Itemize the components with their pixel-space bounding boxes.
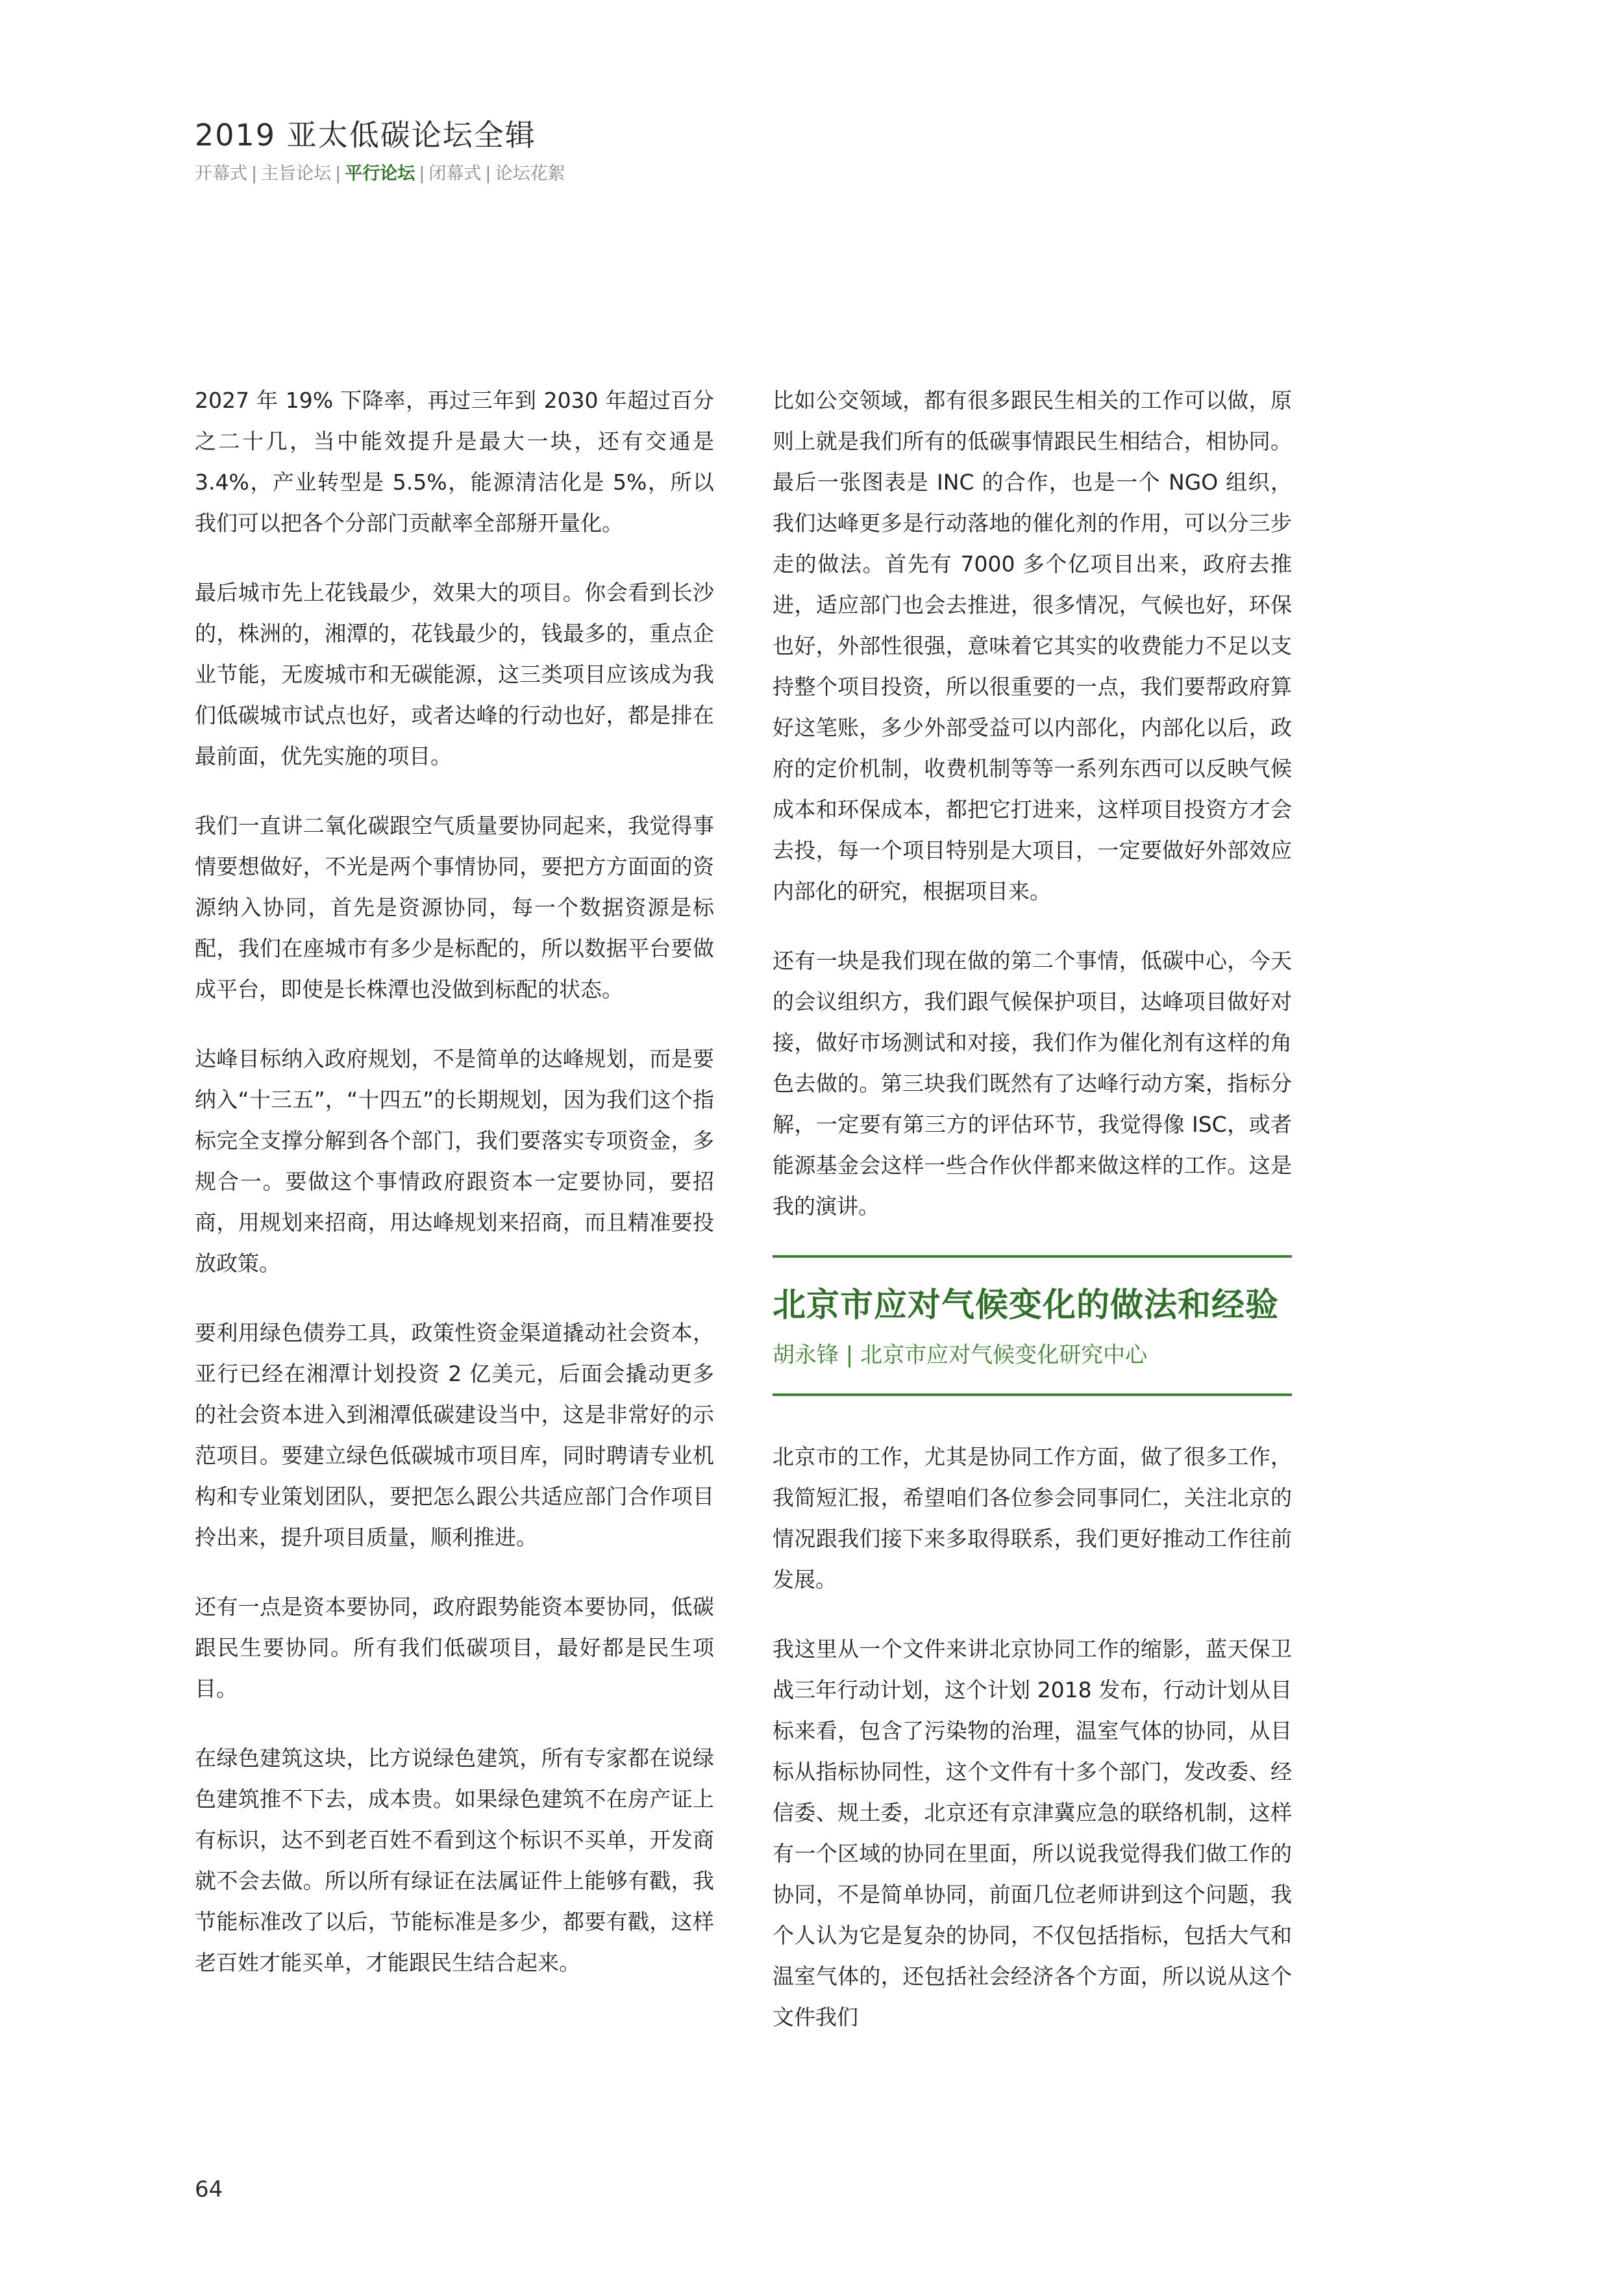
- paragraph: 要利用绿色债券工具，政策性资金渠道撬动社会资本，亚行已经在湘潭计划投资 2 亿美元，后面会撬动更多的社会资本进入到湘潭低碳建设当中，这是非常好的示范项目。要建立绿色低碳城市项目库，同时聘请专业机构和专业策划团队，要把怎么跟公共适应部门合作项目拎出来，提升项目质量，顺利推进。: [195, 1320, 714, 1550]
- nav-separator: |: [251, 164, 258, 184]
- document-title: 2019 亚太低碳论坛全辑: [195, 118, 536, 153]
- nav-item-closing[interactable]: 闭幕式: [428, 164, 482, 184]
- page-number: 64: [195, 2177, 223, 2202]
- section-divider-top: [773, 1255, 1292, 1258]
- paragraph: 最后城市先上花钱最少，效果大的项目。你会看到长沙的，株洲的，湘潭的，花钱最少的，钱最多的，重点企业节能，无废城市和无碳能源，这三类项目应该成为我们低碳城市试点也好，或者达峰的行动也好，都是排在最前面，优先实施的项目。: [195, 580, 714, 769]
- paragraph: 达峰目标纳入政府规划，不是简单的达峰规划，而是要纳入“十三五”，“十四五”的长期规划，因为我们这个指标完全支撑分解到各个部门，我们要落实专项资金，多规合一。要做这个事情政府跟资本一定要协同，要招商，用规划来招商，用达峰规划来招商，而且精准要投放政策。: [195, 1046, 714, 1276]
- nav-separator: |: [419, 164, 425, 184]
- nav-item-keynote[interactable]: 主旨论坛: [261, 164, 332, 184]
- nav-item-opening[interactable]: 开幕式: [195, 164, 247, 184]
- paragraph: 还有一块是我们现在做的第二个事情，低碳中心，今天的会议组织方，我们跟气候保护项目，达峰项目做好对接，做好市场测试和对接，我们作为催化剂有这样的角色去做的。第三块我们既然有了达峰行动方案，指标分解，一定要有第三方的评估环节，我觉得像 ISC，或者能源基金会这样一些合作伙伴都来做这样的工作。这是我的演讲。: [773, 948, 1292, 1219]
- paragraph: 在绿色建筑这块，比方说绿色建筑，所有专家都在说绿色建筑推不下去，成本贵。如果绿色建筑不在房产证上有标识，达不到老百姓不看到这个标识不买单，开发商就不会去做。所以所有绿证在法属证件上能够有戳，我节能标准改了以后，节能标准是多少，都要有戳，这样老百姓才能买单，才能跟民生结合起来。: [195, 1745, 714, 1975]
- nav-item-parallel-forum[interactable]: 平行论坛: [345, 164, 415, 184]
- paragraph: 我这里从一个文件来讲北京协同工作的缩影，蓝天保卫战三年行动计划，这个计划 2018 发布，行动计划从目标来看，包含了污染物的治理，温室气体的协同，从目标从指标协同性，这个文件有十多个部门，发改委、经信委、规土委，北京还有京津冀应急的联络机制，这样有一个区域的协同在里面，所以说我觉得我们做工作的协同，不是简单协同，前面几位老师讲到这个问题，我个人认为它是复杂的协同，不仅包括指标，包括大气和温室气体的，还包括社会经济各个方面，所以说从这个文件我们: [773, 1636, 1292, 2030]
- nav-separator: |: [335, 164, 341, 184]
- nav-item-highlights[interactable]: 论坛花絮: [495, 164, 565, 184]
- nav-separator: |: [485, 164, 491, 184]
- paragraph: 北京市的工作，尤其是协同工作方面，做了很多工作，我简短汇报，希望咱们各位参会同事同仁，关注北京的情况跟我们接下来多取得联系，我们更好推动工作往前发展。: [773, 1444, 1292, 1592]
- section-author: 胡永锋 | 北京市应对气候变化研究中心: [773, 1342, 1148, 1368]
- left-column: [195, 380, 714, 2012]
- paragraph: 比如公交领域，都有很多跟民生相关的工作可以做，原则上就是我们所有的低碳事情跟民生相结合，相协同。最后一张图表是 INC 的合作，也是一个 NGO 组织，我们达峰更多是行动落地的催化剂的作用，可以分三步走的做法。首先有 7000 多个亿项目出来，政府去推进，适应部门也会去推进，很多情况，气候也好，环保也好，外部性很强，意味着它其实的收费能力不足以支持整个项目投资，所以很重要的一点，我们要帮政府算好这笔账，多少外部受益可以内部化，内部化以后，政府的定价机制，收费机制等等一系列东西可以反映气候成本和环保成本，都把它打进来，这样项目投资方才会去投，每一个项目特别是大项目，一定要做好外部效应内部化的研究，根据项目来。: [773, 388, 1292, 904]
- section-divider-bottom: [773, 1393, 1292, 1396]
- paragraph: 还有一点是资本要协同，政府跟势能资本要协同，低碳跟民生要协同。所有我们低碳项目，最好都是民生项目。: [195, 1594, 714, 1701]
- right-column: [773, 380, 1292, 2066]
- section-title: 北京市应对气候变化的做法和经验: [773, 1286, 1280, 1325]
- section-navigation: [195, 159, 565, 184]
- paragraph: 我们一直讲二氧化碳跟空气质量要协同起来，我觉得事情要想做好，不光是两个事情协同，要把方方面面的资源纳入协同，首先是资源协同，每一个数据资源是标配，我们在座城市有多少是标配的，所以数据平台要做成平台，即使是长株潭也没做到标配的状态。: [195, 813, 714, 1002]
- paragraph: 2027 年 19% 下降率，再过三年到 2030 年超过百分之二十几，当中能效提升是最大一块，还有交通是 3.4%，产业转型是 5.5%，能源清洁化是 5%，所以我们可以把各个分部门贡献率全部掰开量化。: [195, 388, 714, 536]
